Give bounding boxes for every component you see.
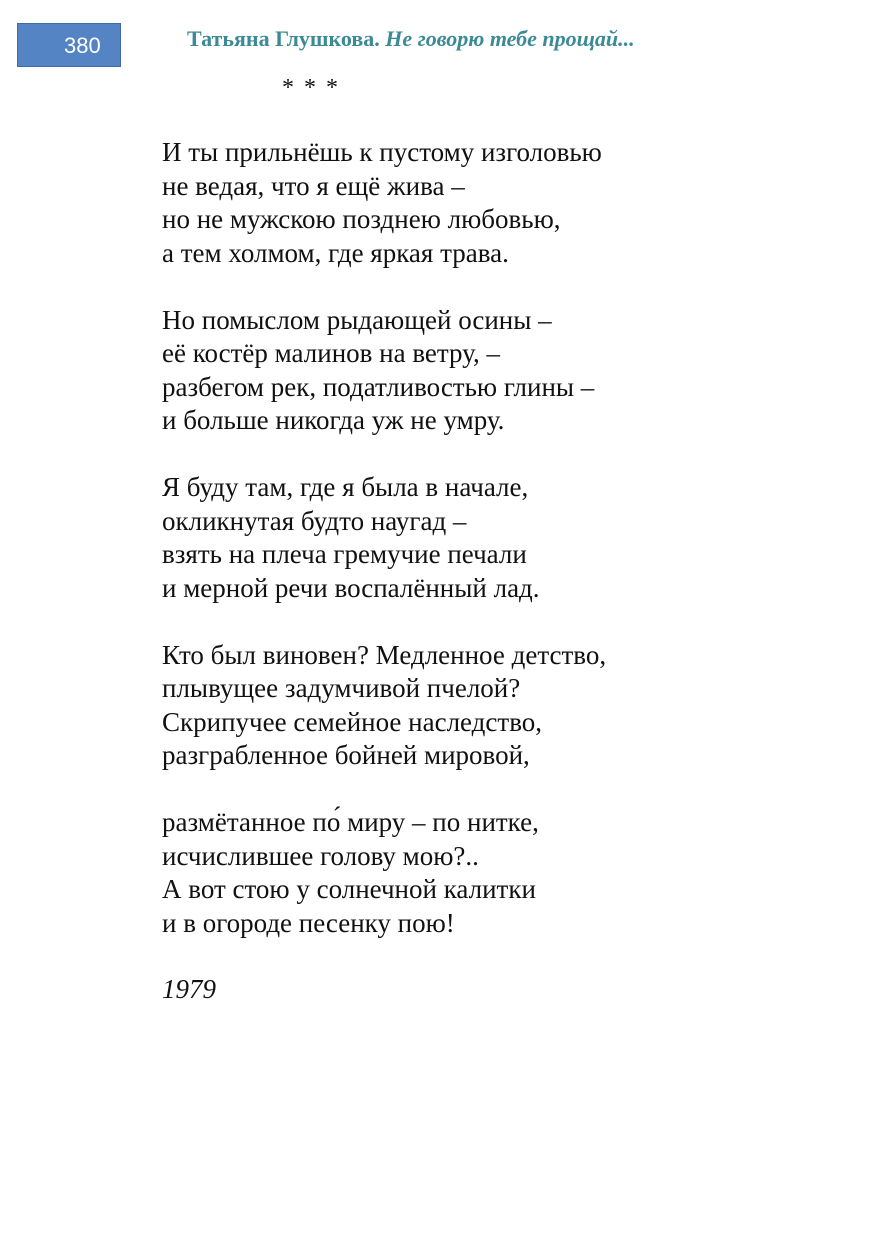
poem-line: взять на плеча гремучие печали xyxy=(162,539,527,569)
poem-line: и больше никогда уж не умру. xyxy=(162,405,505,435)
poem-line: Но помыслом рыдающей осины – xyxy=(162,304,552,335)
poem-line: Скрипучее семейное наследство, xyxy=(162,706,543,737)
poem-line: разграбленное бойней мировой, xyxy=(162,740,530,770)
poem-line: её костёр малинов на ветру, – xyxy=(162,338,500,368)
poem-line: исчислившее голову мою?.. xyxy=(162,840,479,871)
poem-line: разбегом рек, податливостью глины – xyxy=(162,371,595,402)
poem-line: плывущее задумчивой пчелой? xyxy=(162,673,521,703)
poem-year: 1979 xyxy=(162,974,216,1004)
poem-line: Кто был виновен? Медленное детство, xyxy=(162,639,607,670)
running-head-author: Татьяна Глушкова. xyxy=(187,26,380,51)
stanza-3 xyxy=(162,471,606,605)
stanza-5 xyxy=(162,806,606,940)
poem-line: А вот стою у солнечной калитки xyxy=(162,874,536,904)
poem-line: И ты прильнёшь к пустому изголовью xyxy=(162,137,602,167)
stanza-2 xyxy=(162,304,606,438)
running-head-title: Не говорю тебе прощай... xyxy=(385,26,635,51)
poem-line: а тем холмом, где яркая трава. xyxy=(162,237,509,268)
poem-line: и в огороде песенку пою! xyxy=(162,907,455,938)
poem-line: окликнутая будто наугад – xyxy=(162,505,467,536)
poem-line: и мерной речи воспалённый лад. xyxy=(162,572,540,603)
stanza-1 xyxy=(162,136,606,270)
stanza-4 xyxy=(162,639,606,773)
poem-line: размётанное по́ миру – по нитке, xyxy=(162,807,539,837)
poem-line: не ведая, что я ещё жива – xyxy=(162,170,465,201)
running-head xyxy=(187,24,635,54)
poem-body xyxy=(162,136,606,974)
poem-separator: * * * xyxy=(282,75,340,101)
poem-line: Я буду там, где я была в начале, xyxy=(162,472,529,502)
page-number: 380 xyxy=(64,33,101,58)
poem-line: но не мужскою позднею любовью, xyxy=(162,204,561,234)
